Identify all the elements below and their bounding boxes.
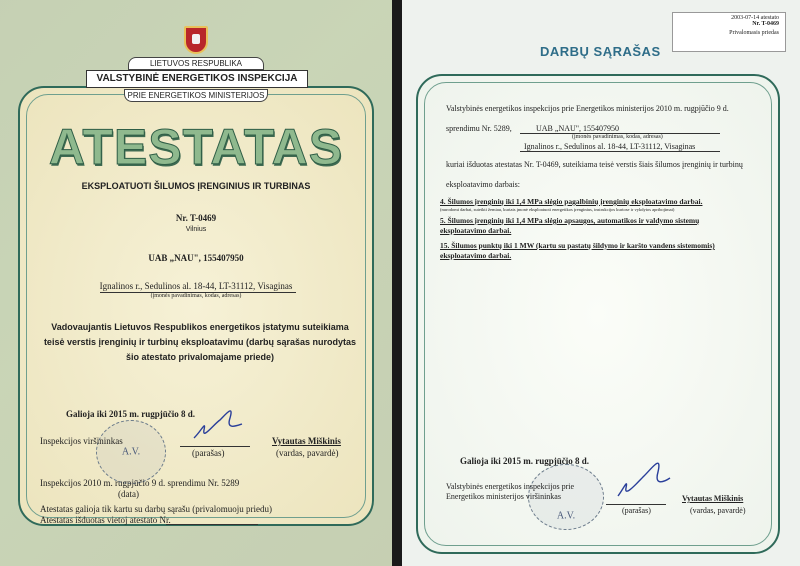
annex-seal-text: A.V. xyxy=(556,510,576,522)
work-item-5: 5. Šilumos įrenginių iki 1,4 MPa slėgio apsaugos, automatikos ir valdymo sistemų eksploatavimo darbai. xyxy=(440,216,700,235)
agency-name: VALSTYBINĖ ENERGETIKOS INSPEKCIJA xyxy=(86,70,308,88)
annex-head-label-2: Energetikos ministerijos viršininkas xyxy=(446,492,561,501)
annex-signer-name: Vytautas Miškinis xyxy=(682,494,744,503)
seal-text: A.V. xyxy=(121,446,141,458)
work-item-4: 4. Šilumos įrenginių iki 1,4 MPa slėgio pagalbinių įrenginių eksploatavimo darbai. xyxy=(440,197,703,206)
work-item-15: 15. Šilumos punktų iki 1 MW (kartu su pastatų šildymo ir karšto vandens sistemomis) eksploatavimo darbai. xyxy=(440,241,715,260)
stamp-number: Nr. T-0469 xyxy=(752,21,779,27)
annex-decision: sprendimu Nr. 5289, xyxy=(446,124,512,133)
annex-company-caption: (įmonės pavadinimas, kodas, adresas) xyxy=(572,134,663,140)
certificate-number: Nr. T-0469 xyxy=(175,213,217,223)
certificate-page xyxy=(0,0,392,566)
rights-paragraph: Vadovaujantis Lietuvos Respublikos energetikos įstatymu suteikiama teisė verstis įrenginių ir turbinų eksploatavimu (darbų sąrašas nurodytas šio atestato privalomajame priede) xyxy=(43,322,357,362)
validity-note: Atestatas galioja tik kartu su darbų sąrašu (privalomuoju priedu) xyxy=(40,504,272,514)
decision-caption: (data) xyxy=(118,489,139,499)
decision-line: Inspekcijos 2010 m. rugpjūčio 9 d. sprendimu Nr. 5289 xyxy=(40,478,240,488)
signature-icon xyxy=(190,400,246,446)
annex-signature-icon xyxy=(614,452,674,502)
stamp-date: 2003-07-14 atestato xyxy=(731,15,779,21)
annex-head-label-1: Valstybinės energetikos inspekcijos prie xyxy=(446,482,575,491)
annex-valid-until: Galioja iki 2015 m. rugpjūčio 8 d. xyxy=(460,456,590,466)
republic-label: LIETUVOS RESPUBLIKA xyxy=(128,57,264,70)
head-label: Inspekcijos viršininkas xyxy=(40,436,123,446)
annex-title: DARBŲ SĄRAŠAS xyxy=(540,44,661,59)
stamp-label: Privalomasis priedas xyxy=(729,30,779,36)
annex-issued-line: kuriai išduotas atestatas Nr. T-0469, suteikiama teisė verstis šiais šilumos įrenginių ir turbinų xyxy=(446,160,743,169)
ministry-label: PRIE ENERGETIKOS MINISTERIJOS xyxy=(124,89,268,102)
certificate-title: ATESTATAS xyxy=(48,119,344,175)
annex-signer-caption: (vardas, pavardė) xyxy=(690,506,746,515)
annex-address: Ignalinos r., Sedulinos al. 18-44, LT-31112, Visaginas xyxy=(524,142,696,151)
company-name: UAB „NAU", 155407950 xyxy=(148,253,244,263)
replacement-note: Atestatas išduotas vietoj atestato Nr. xyxy=(40,515,171,525)
annex-stamp xyxy=(672,12,786,52)
signer-name: Vytautas Miškinis xyxy=(272,436,341,446)
work-item-note: (nurodomi darbai, suteikti žemiau, kuriais įmonė eksploatuoti energetikos įrenginius, instrukcijos kuriose ir vykdytos apribojimai) xyxy=(440,207,675,212)
signer-caption: (vardas, pavardė) xyxy=(276,448,339,458)
certificate-subtitle: EKSPLOATUOTI ŠILUMOS ĮRENGINIUS IR TURBINAS xyxy=(81,181,311,191)
official-seal xyxy=(96,420,166,484)
annex-intro: Valstybinės energetikos inspekcijos prie Energetikos ministerijos 2010 m. rugpjūčio 9 d. xyxy=(446,104,729,113)
annex-signature-caption: (parašas) xyxy=(622,506,651,515)
address-caption: (įmonės pavadinimas, kodas, adresas) xyxy=(150,293,242,299)
signature-caption: (parašas) xyxy=(192,448,225,458)
coat-of-arms-icon xyxy=(184,26,208,54)
valid-until: Galioja iki 2015 m. rugpjūčio 8 d. xyxy=(66,409,196,419)
city: Vilnius xyxy=(185,226,207,233)
annex-works-label: eksploatavimo darbais: xyxy=(446,180,520,189)
annex-company: UAB „NAU", 155407950 xyxy=(536,124,620,133)
company-address: Ignalinos r., Sedulinos al. 18-44, LT-31112, Visaginas xyxy=(99,281,293,291)
